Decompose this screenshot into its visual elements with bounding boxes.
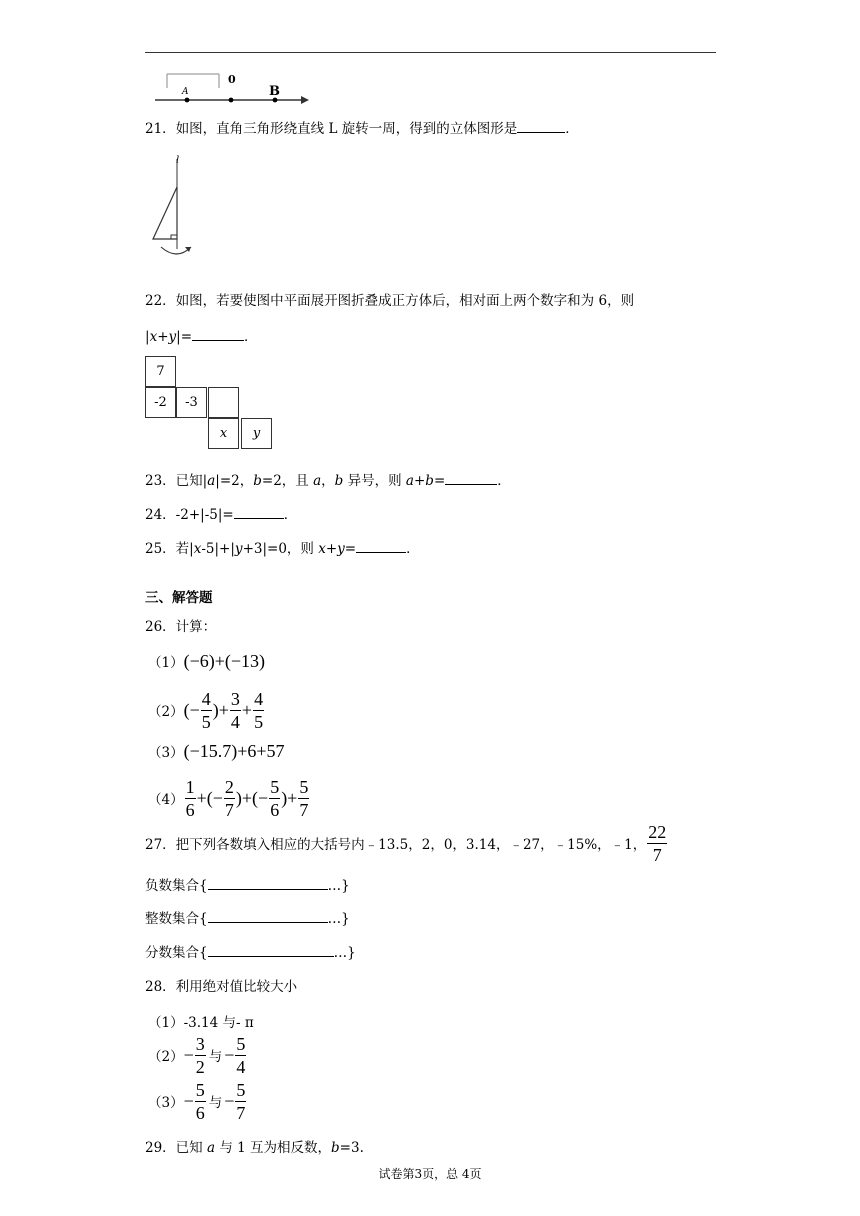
answer-blank-24	[234, 506, 284, 519]
number-line-zero: 0	[228, 73, 236, 86]
fraction: $\frac{1}{6}$	[185, 776, 195, 820]
fraction: $\frac{5}{7}$	[236, 1079, 246, 1123]
q28-item-3: （3） − $\frac{5}{6}$ 与 − $\frac{5}{7}$	[148, 1079, 246, 1123]
fraction: $\frac{22}{7}$	[648, 821, 667, 865]
fraction: $\frac{5}{7}$	[299, 776, 309, 820]
question-25: 25．若|x-5|+|y+3|=0，则 x+y= ．	[145, 541, 420, 557]
question-28: 28．利用绝对值比较大小	[145, 979, 298, 995]
fraction: $\frac{4}{5}$	[201, 688, 211, 732]
question-29: 29．已知 a 与 1 互为相反数，b=3.	[145, 1140, 364, 1156]
number-line-point-a: A	[182, 87, 189, 97]
fraction: $\frac{3}{4}$	[230, 688, 240, 732]
header-rule	[145, 52, 716, 53]
net-cell-y: y	[241, 418, 272, 449]
question-22-line2: |x+y|= ．	[145, 329, 258, 345]
net-cell-x: x	[208, 418, 239, 449]
section-title: 三、解答题	[145, 590, 213, 606]
q28-item-2: （2） − $\frac{3}{2}$ 与 − $\frac{5}{4}$	[148, 1033, 246, 1077]
q26-item-4: （4） $\frac{1}{6}$ +(− $\frac{2}{7}$ )+(− $\frac{5}{6}$ )+ $\frac{5}{7}$	[148, 776, 309, 820]
question-22: 22．如图，若要使图中平面展开图折叠成正方体后，相对面上两个数字和为 6，则	[145, 293, 635, 309]
q26-item-1: （1）(−6)+(−13)	[148, 651, 266, 671]
question-26: 26．计算：	[145, 619, 217, 635]
fraction: $\frac{5}{4}$	[236, 1033, 246, 1077]
fraction: $\frac{4}{5}$	[254, 688, 264, 732]
answer-blank-23	[445, 472, 497, 485]
rotating-triangle-figure	[145, 155, 205, 267]
answer-blank-22	[192, 328, 244, 341]
negative-number-set: 负数集合{ …}	[145, 878, 350, 894]
q28-item-1: （1）-3.14 与- π	[148, 1015, 254, 1031]
answer-blank-21	[517, 120, 565, 133]
answer-blank-integer	[208, 910, 328, 923]
fraction: $\frac{5}{6}$	[270, 776, 280, 820]
net-cell-minus2: -2	[145, 387, 176, 418]
net-cell-7: 7	[145, 356, 176, 387]
question-21: 21．如图，直角三角形绕直线 L 旋转一周，得到的立体图形是 ．	[145, 121, 579, 137]
answer-blank-fraction	[208, 944, 334, 957]
page-footer: 试卷第3页，总 4页	[378, 1167, 482, 1181]
axis-label-l: l	[176, 155, 180, 166]
answer-blank-25	[356, 540, 406, 553]
question-23: 23．已知|a|=2，b=2，且 a，b 异号，则 a+b= ．	[145, 473, 511, 489]
fraction-set: 分数集合{ …}	[145, 945, 356, 961]
fraction: $\frac{2}{7}$	[224, 776, 234, 820]
net-cell-minus3: -3	[176, 387, 207, 418]
question-27: 27．把下列各数填入相应的大括号内﹣13.5，2，0，3.14，﹣27，﹣15%，﹣1， $\frac{22}{7}$	[145, 821, 667, 865]
fraction: $\frac{3}{2}$	[195, 1033, 205, 1077]
number-line-point-b: B	[269, 84, 280, 99]
q26-item-3: （3）(−15.7)+6+57	[148, 741, 285, 761]
integer-set: 整数集合{ …}	[145, 911, 350, 927]
fraction: $\frac{5}{6}$	[195, 1079, 205, 1123]
answer-blank-negative	[208, 877, 328, 890]
net-cell-blank	[208, 387, 239, 418]
q26-item-2: （2） (− $\frac{4}{5}$ )+ $\frac{3}{4}$ + $\frac{4}{5}$	[148, 688, 264, 732]
question-24: 24．-2+|-5|= ．	[145, 507, 298, 523]
